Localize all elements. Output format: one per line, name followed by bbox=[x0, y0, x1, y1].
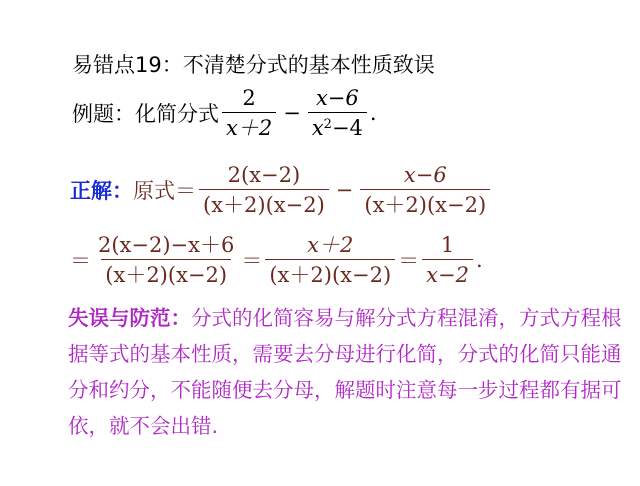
example-fraction-1-numerator: 2 bbox=[242, 86, 256, 110]
solution-line2-fraction-3 bbox=[422, 233, 473, 287]
example-fraction-1 bbox=[222, 86, 276, 140]
example-fraction-2-denominator bbox=[308, 112, 367, 140]
example-end: . bbox=[369, 101, 377, 126]
solution-line2-equals-1: ＝ bbox=[70, 249, 91, 274]
solution-line2-fraction-2-numerator-text: x＋2 bbox=[307, 233, 354, 257]
solution-line2-fraction-2 bbox=[265, 233, 395, 287]
example-fraction-2-den-base: x bbox=[311, 116, 324, 141]
example-fraction-2 bbox=[308, 86, 367, 140]
solution-line2-fraction-2-denominator: (x＋2)(x−2) bbox=[265, 259, 395, 287]
solution-line2-fraction-1 bbox=[94, 233, 238, 287]
example-fraction-2-den-exp: 2 bbox=[323, 116, 332, 132]
solution-line2-equals-2: ＝ bbox=[241, 249, 263, 274]
solution-line2-fraction-3-denominator-text: x−2 bbox=[426, 263, 469, 288]
solution-line1-fraction-2-numerator bbox=[400, 163, 451, 189]
solution-original: 原式＝ bbox=[133, 179, 196, 204]
title-text: 不清楚分式的基本性质致误 bbox=[182, 53, 435, 77]
solution-line1-fraction-1 bbox=[199, 163, 329, 217]
solution-line2-fraction-2-numerator bbox=[303, 233, 357, 259]
example-fraction-1-denominator-text: x＋2 bbox=[226, 116, 273, 141]
solution-line1-minus: − bbox=[335, 178, 354, 203]
solution-line2-fraction-1-denominator: (x＋2)(x−2) bbox=[101, 259, 231, 287]
solution-line2-fraction-3-numerator: 1 bbox=[440, 233, 455, 257]
solution-line1-fraction-2-denominator: (x＋2)(x−2) bbox=[360, 189, 490, 217]
tips-text: 分式的化简容易与解分式方程混淆，方式方程根据等式的基本性质，需要去分母进行化简，分式的化简只能通分和约分，不能随便去分母，解题时注意每一步过程都有据可依，就不会出错. bbox=[68, 306, 622, 438]
example-minus: − bbox=[283, 101, 301, 126]
example-fraction-2-numerator bbox=[312, 86, 363, 112]
solution-line2-equals-3: ＝ bbox=[398, 249, 420, 274]
example-fraction-1-denominator bbox=[222, 112, 276, 140]
solution-line1-fraction-2 bbox=[360, 163, 490, 217]
tips-paragraph bbox=[68, 300, 628, 444]
example-fraction-2-den-rest: −4 bbox=[331, 116, 363, 141]
example-fraction-2-numerator-text: x−6 bbox=[315, 86, 359, 110]
tips-label: 失误与防范： bbox=[68, 306, 191, 330]
example-line bbox=[72, 86, 377, 140]
example-text: 化简分式 bbox=[135, 102, 219, 127]
solution-line2-end: . bbox=[475, 248, 483, 273]
solution-line1-fraction-1-denominator: (x＋2)(x−2) bbox=[199, 189, 329, 217]
title-line bbox=[72, 49, 435, 79]
title-label: 易错点19： bbox=[72, 53, 183, 77]
solution-line2-fraction-3-denominator bbox=[422, 259, 473, 287]
solution-line-2 bbox=[70, 233, 483, 287]
solution-line2-fraction-1-numerator: 2(x−2)−x＋6 bbox=[98, 233, 235, 257]
solution-line-1 bbox=[70, 163, 493, 217]
solution-line1-fraction-1-numerator: 2(x−2) bbox=[227, 163, 301, 187]
solution-line1-fraction-2-numerator-text: x−6 bbox=[403, 163, 447, 187]
example-label: 例题： bbox=[72, 102, 135, 127]
solution-label: 正解： bbox=[70, 179, 133, 204]
